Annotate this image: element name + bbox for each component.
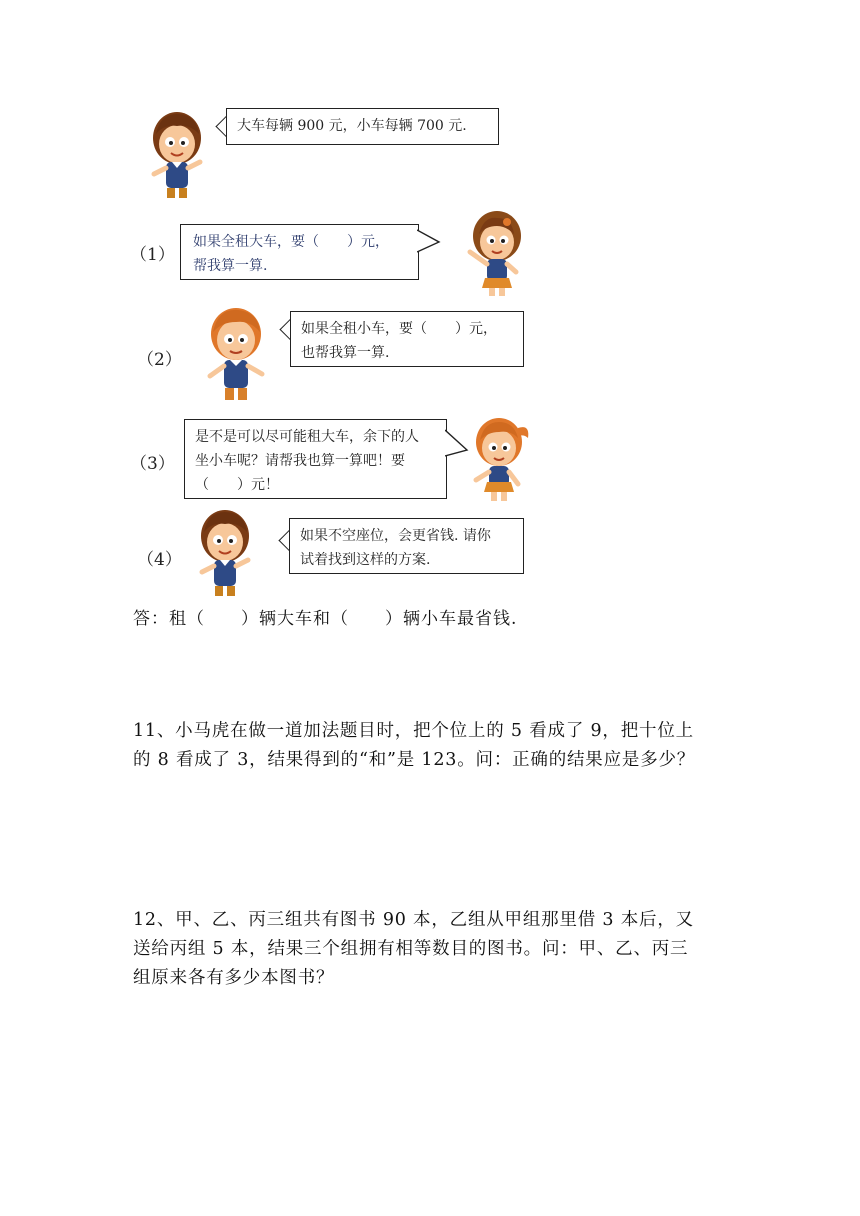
problem-12-line2: 送给丙组 5 本，结果三个组拥有相等数目的图书。问：甲、乙、丙三: [133, 939, 689, 959]
bubble-tail: [445, 428, 469, 458]
problem-12-line1: 12、甲、乙、丙三组共有图书 90 本，乙组从甲组那里借 3 本后，又: [133, 910, 694, 930]
girl-brown-hair-illustration: [464, 206, 526, 298]
q2-line1: 如果全租小车，要（ ）元，: [301, 321, 497, 337]
speech-bubble-q1: [180, 224, 419, 280]
problem-11-line1: 11、小马虎在做一道加法题目时，把个位上的 5 看成了 9，把十位上: [133, 721, 694, 741]
answer-line: 答：租（ ）辆大车和（ ）辆小车最省钱.: [133, 609, 518, 629]
question-number-1: （1）: [130, 245, 175, 265]
bubble-tail: [417, 228, 441, 254]
q4-line1: 如果不空座位，会更省钱. 请你: [300, 528, 491, 544]
speech-bubble-q4: [289, 518, 524, 574]
q3-line2: 坐小车呢？请帮我也算一算吧！要: [195, 453, 405, 469]
boy-curly-illustration: [146, 108, 208, 202]
q3-line1: 是不是可以尽可能租大车，余下的人: [195, 429, 419, 445]
q1-line1: 如果全租大车，要（ ）元，: [193, 234, 389, 250]
problem-11: [133, 717, 731, 775]
speech-bubble-intro: [226, 108, 499, 145]
problem-11-line2: 的 8 看成了 3，结果得到的“和”是 123。问：正确的结果应是多少？: [133, 750, 696, 770]
boy-orange-hair-illustration: [200, 302, 270, 404]
q3-line3: （ ）元！: [195, 477, 279, 493]
speech-bubble-q3: [184, 419, 447, 499]
question-number-4: （4）: [137, 550, 182, 570]
problem-12-line3: 组原来各有多少本图书？: [133, 968, 335, 988]
q1-line2: 帮我算一算.: [193, 258, 268, 274]
problem-12: [133, 906, 731, 993]
q2-line2: 也帮我算一算.: [301, 345, 390, 361]
intro-text: 大车每辆 900 元，小车每辆 700 元.: [237, 118, 467, 134]
boy-curly-illustration-2: [194, 506, 256, 600]
question-number-3: （3）: [130, 454, 175, 474]
q4-line2: 试着找到这样的方案.: [300, 552, 431, 568]
speech-bubble-q2: [290, 311, 524, 367]
girl-ponytail-illustration: [468, 412, 532, 504]
question-number-2: （2）: [137, 350, 182, 370]
